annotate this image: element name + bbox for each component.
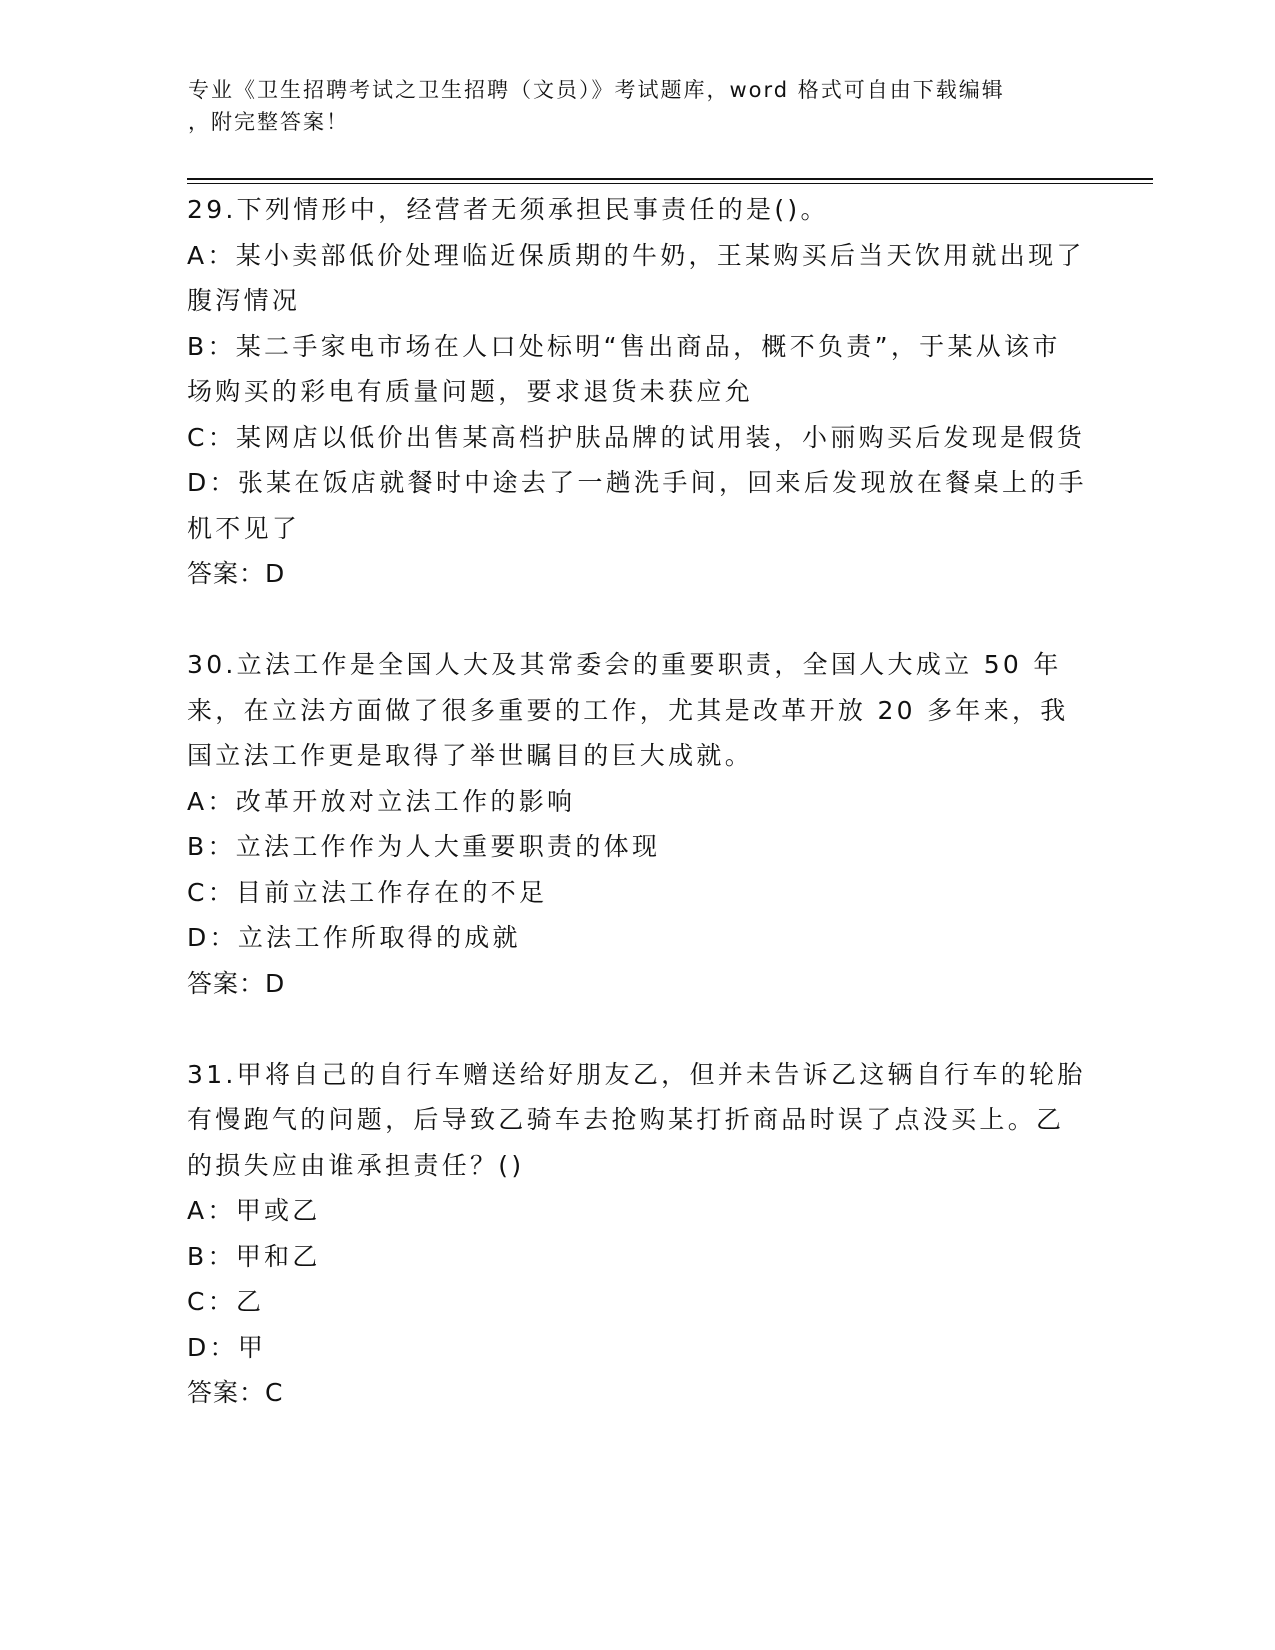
- option-d: D：张某在饭店就餐时中途去了一趟洗手间，回来后发现放在餐桌上的手机不见了: [187, 468, 1087, 543]
- option-a: A：甲或乙: [187, 1196, 321, 1225]
- option-d: D：甲: [187, 1332, 267, 1362]
- question-stem: 31.甲将自己的自行车赠送给好朋友乙，但并未告诉乙这辆自行车的轮胎有慢跑气的问题，后导致乙骑车去抢购某打折商品时误了点没买上。乙的损失应由谁承担责任？(): [187, 1059, 1086, 1180]
- option-c: C：某网店以低价出售某高档护肤品牌的试用装，小丽购买后发现是假货: [187, 422, 1086, 452]
- question-30: [187, 642, 1087, 1006]
- option-a: A：改革开放对立法工作的影响: [187, 786, 576, 816]
- question-stem: 30.立法工作是全国人大及其常委会的重要职责，全国人大成立 50 年来，在立法方面做了很多重要的工作，尤其是改革开放 20 多年来，我国立法工作更是取得了举世瞩目的巨大成就。: [187, 650, 1069, 770]
- option-c: C：目前立法工作存在的不足: [187, 877, 548, 907]
- question-list: [187, 187, 1087, 1416]
- question-stem: 29.下列情形中，经营者无须承担民事责任的是()。: [187, 195, 829, 224]
- answer: 答案：C: [187, 1378, 284, 1407]
- header-divider: [187, 178, 1153, 180]
- option-a: A：某小卖部低价处理临近保质期的牛奶，王某购买后当天饮用就出现了腹泻情况: [187, 240, 1085, 315]
- question-29: [187, 187, 1087, 597]
- option-b: B：某二手家电市场在人口处标明“售出商品，概不负责”，于某从该市场购买的彩电有质量问题，要求退货未获应允: [187, 331, 1061, 406]
- header-line-2: ，附完整答案！: [188, 110, 349, 134]
- answer: 答案：D: [187, 968, 286, 998]
- option-d: D：立法工作所取得的成就: [187, 923, 521, 952]
- header-divider-thin: [187, 183, 1153, 184]
- answer: 答案：D: [187, 559, 286, 588]
- question-31: [187, 1052, 1087, 1416]
- option-b: B：甲和乙: [187, 1241, 321, 1271]
- option-c: C：乙: [187, 1287, 265, 1316]
- option-b: B：立法工作作为人大重要职责的体现: [187, 832, 661, 861]
- document-header: [188, 74, 1068, 138]
- header-line-1: 专业《卫生招聘考试之卫生招聘（文员）》考试题库，word 格式可自由下载编辑: [188, 78, 1005, 102]
